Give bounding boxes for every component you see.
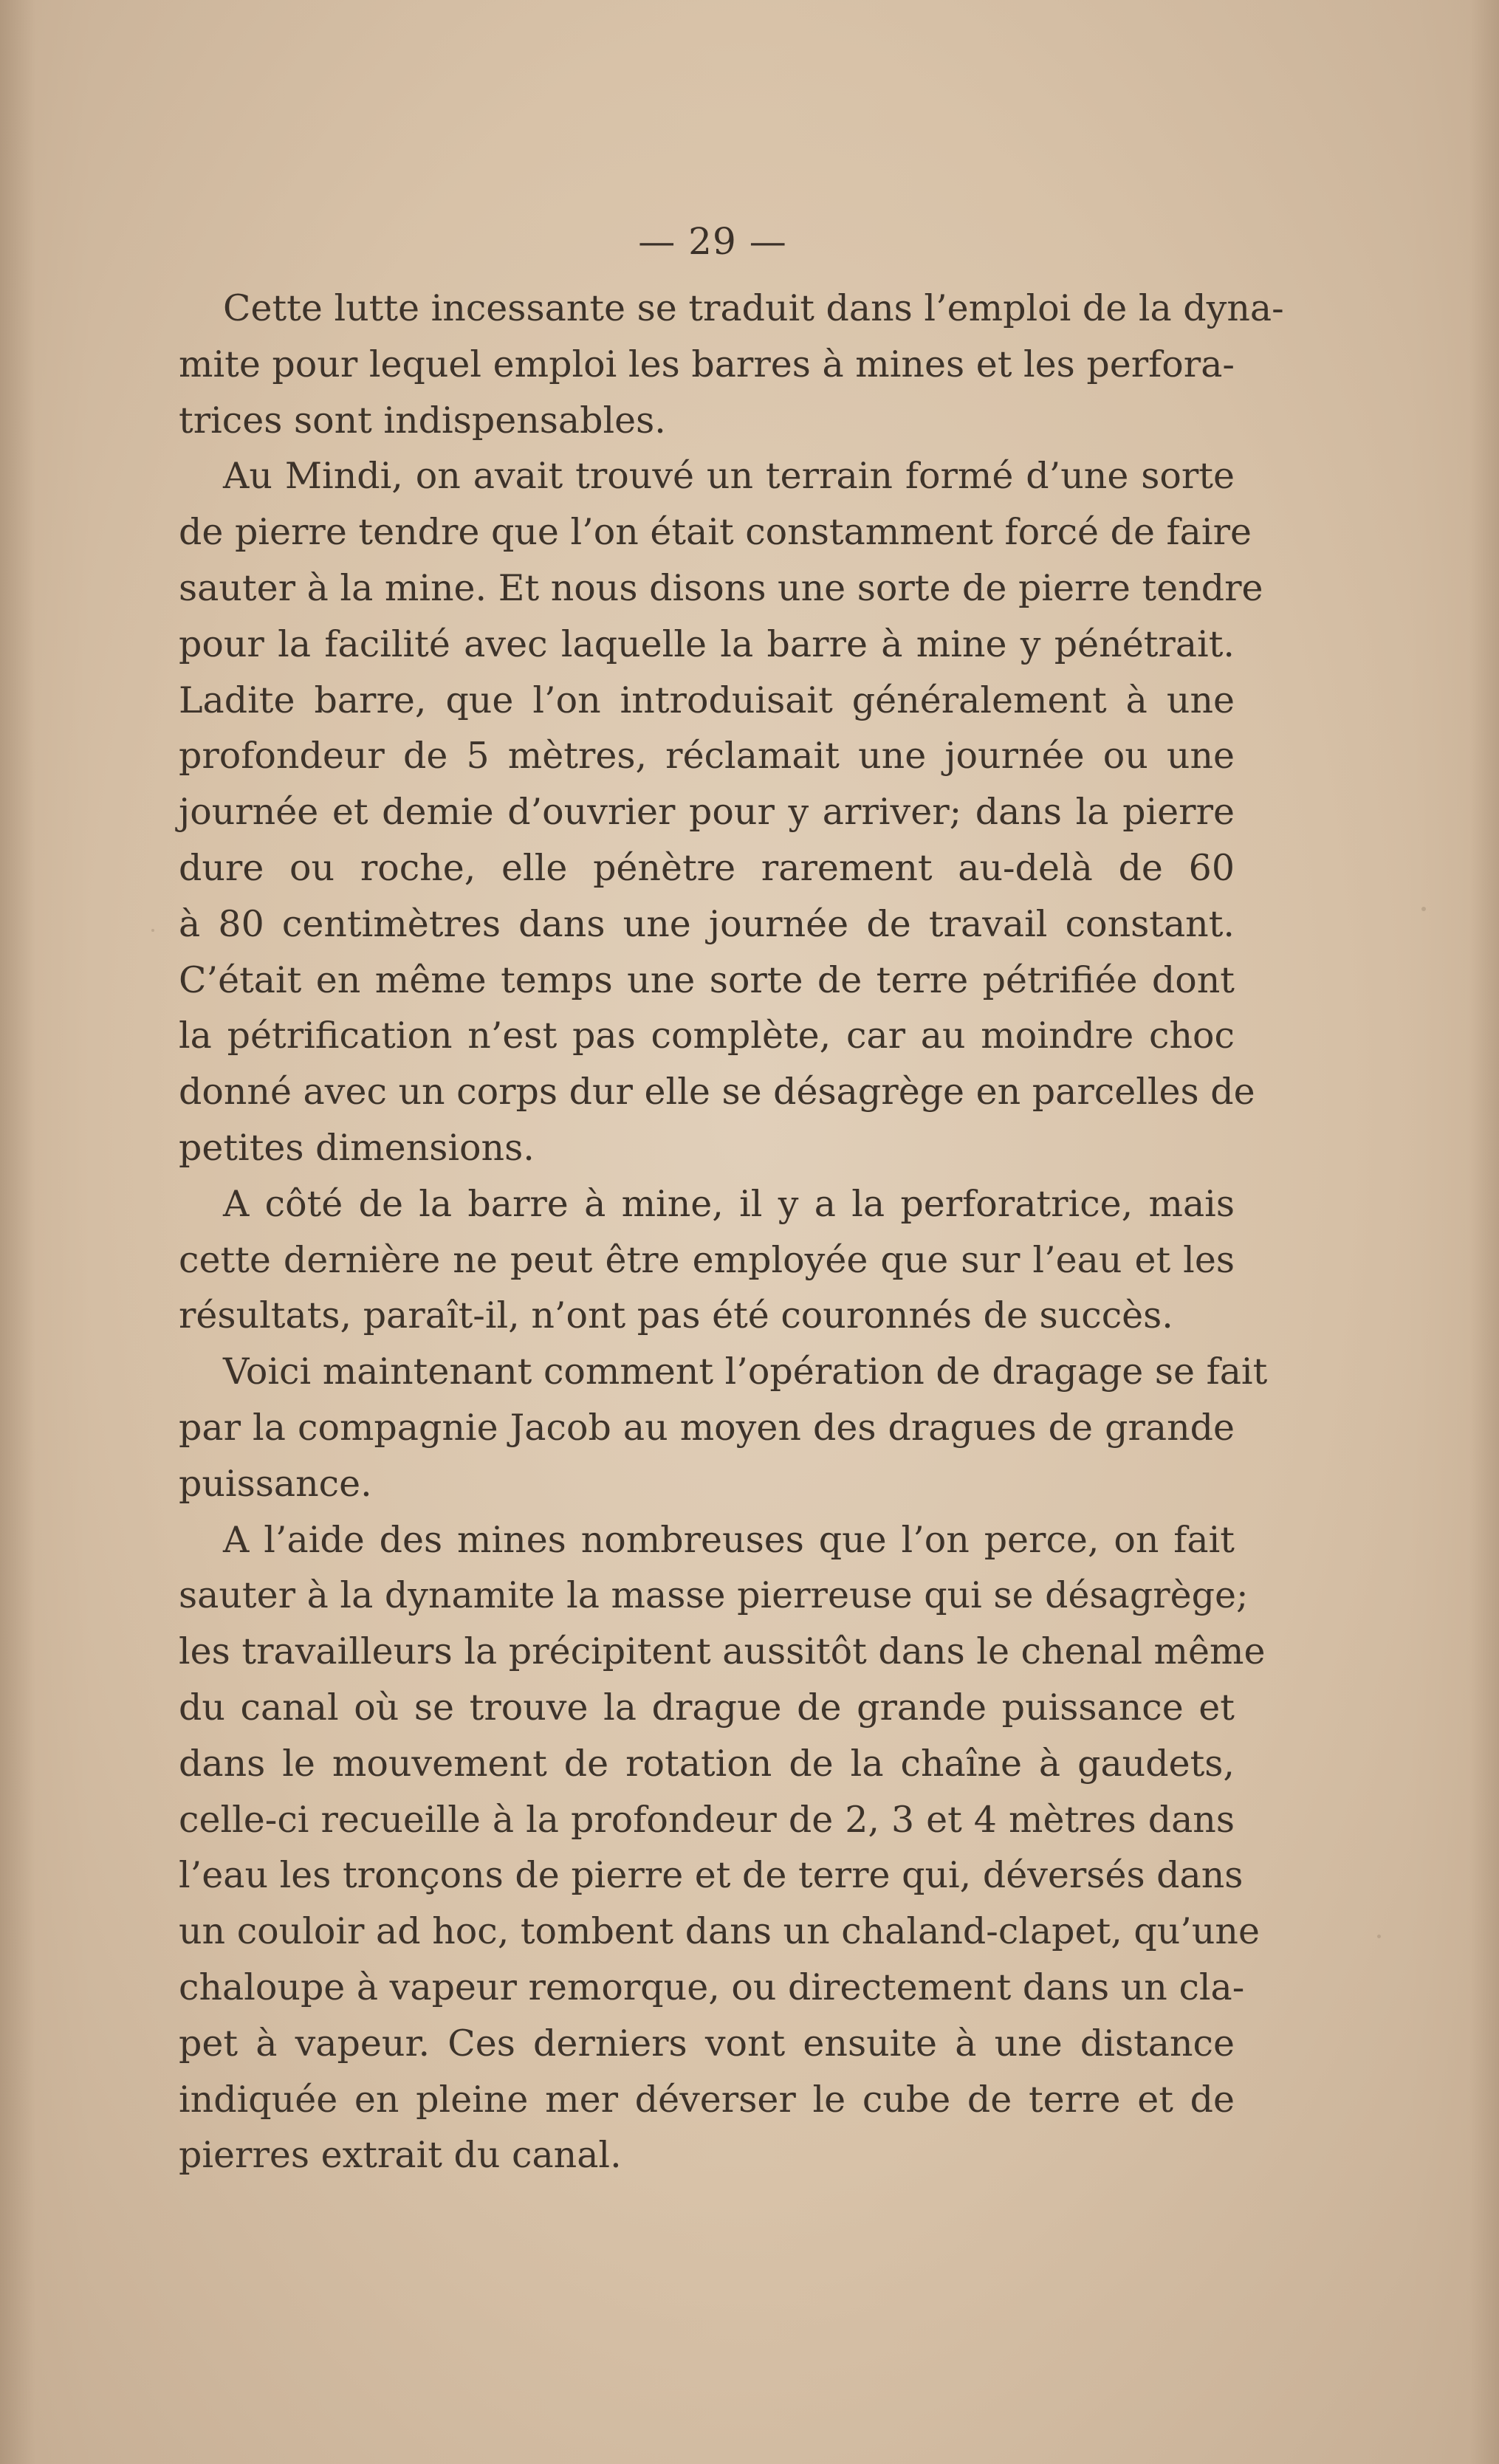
- text-line: trices sont indispensables.: [179, 399, 666, 442]
- text-line: par la compagnie Jacob au moyen des dragues de grande: [179, 1406, 1235, 1449]
- text-line: mite pour lequel emploi les barres à mines et les perfora-: [179, 343, 1235, 385]
- text-line: celle-ci recueille à la profondeur de 2, 3 et 4 mètres dans: [179, 1798, 1235, 1841]
- text-line: donné avec un corps dur elle se désagrège en parcelles de: [179, 1071, 1255, 1113]
- text-line: les travailleurs la précipitent aussitôt dans le chenal même: [179, 1630, 1266, 1673]
- text-line: profondeur de 5 mètres, réclamait une journée ou une: [179, 735, 1235, 778]
- text-line: petites dimensions.: [179, 1126, 535, 1169]
- text-line: sauter à la mine. Et nous disons une sorte de pierre tendre: [179, 566, 1263, 609]
- paper-speck: [1377, 1935, 1381, 1938]
- text-line: l’eau les tronçons de pierre et de terre qui, déversés dans: [179, 1854, 1244, 1897]
- text-line: un couloir ad hoc, tombent dans un chaland-clapet, qu’une: [179, 1910, 1260, 1953]
- text-line: indiquée en pleine mer déverser le cube de terre et de: [179, 2078, 1235, 2121]
- text-line: sauter à la dynamite la masse pierreuse qui se désagrège;: [179, 1574, 1249, 1617]
- text-line: A côté de la barre à mine, il y a la perforatrice, mais: [223, 1182, 1235, 1225]
- text-line: à 80 centimètres dans une journée de travail constant.: [179, 902, 1235, 945]
- text-line: pierres extrait du canal.: [179, 2134, 622, 2177]
- body-text: [179, 281, 1284, 2183]
- text-line: dure ou roche, elle pénètre rarement au-delà de 60: [179, 846, 1235, 889]
- text-line: Au Mindi, on avait trouvé un terrain formé d’une sorte: [223, 455, 1235, 498]
- text-line: pet à vapeur. Ces derniers vont ensuite à une distance: [179, 2022, 1235, 2065]
- text-line: du canal où se trouve la drague de grande puissance et: [179, 1686, 1235, 1729]
- page-left-shadow: [0, 0, 35, 2464]
- text-line: dans le mouvement de rotation de la chaîne à gaudets,: [179, 1742, 1235, 1785]
- text-line: C’était en même temps une sorte de terre pétrifiée dont: [179, 958, 1235, 1001]
- text-line: résultats, paraît-il, n’ont pas été couronnés de succès.: [179, 1294, 1173, 1337]
- page-right-shadow: [1469, 0, 1499, 2464]
- text-line: A l’aide des mines nombreuses que l’on perce, on fait: [223, 1518, 1235, 1561]
- text-line: journée et demie d’ouvrier pour y arriver; dans la pierre: [179, 791, 1235, 834]
- text-line: Ladite barre, que l’on introduisait généralement à une: [179, 679, 1235, 721]
- text-line: Cette lutte incessante se traduit dans l’emploi de la dyna-: [223, 287, 1284, 329]
- text-line: cette dernière ne peut être employée que sur l’eau et les: [179, 1238, 1235, 1281]
- text-line: pour la facilité avec laquelle la barre à mine y pénétrait.: [179, 622, 1235, 665]
- text-line: puissance.: [179, 1462, 372, 1505]
- paper-speck: [1421, 907, 1426, 911]
- paper-speck: [151, 929, 154, 932]
- text-line: Voici maintenant comment l’opération de dragage se fait: [223, 1351, 1268, 1393]
- page-number: — 29 —: [638, 220, 787, 263]
- text-line: la pétrification n’est pas complète, car au moindre choc: [179, 1015, 1235, 1057]
- text-line: chaloupe à vapeur remorque, ou directement dans un cla-: [179, 1966, 1245, 2008]
- text-line: de pierre tendre que l’on était constamment forcé de faire: [179, 511, 1252, 554]
